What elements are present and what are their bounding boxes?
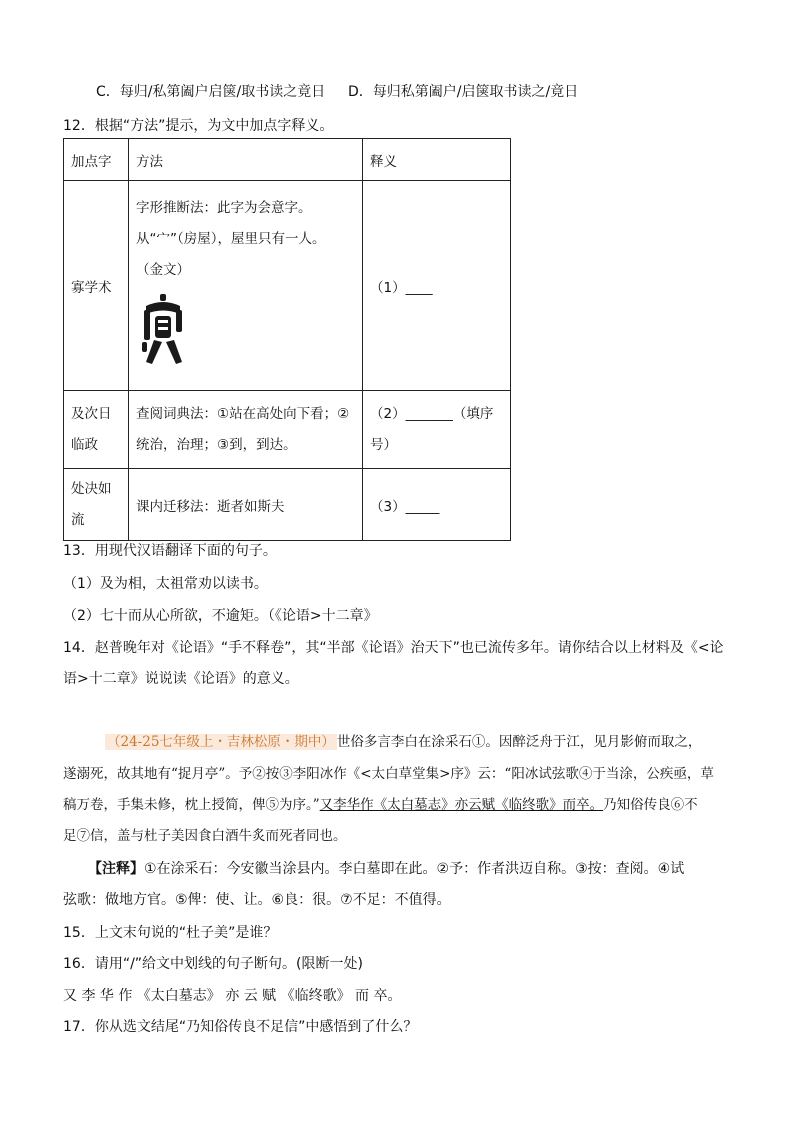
row3-word-line: 处决如: [71, 480, 112, 497]
q16-sentence: 又 李 华 作 《太白墓志》 亦 云 赋 《临终歌》 而 卒。: [63, 988, 402, 1004]
row2-method: [129, 391, 363, 469]
q16-stem: 16．请用“/”给文中划线的句子断句。(限断一处): [63, 956, 363, 972]
row2-answer: [363, 391, 511, 469]
passage-text: 世俗多言李白在涂采石①。因醉泛舟于江，见月影俯而取之，: [336, 734, 702, 750]
table-row: [64, 469, 511, 541]
table-header-row: [64, 139, 511, 181]
row1-method: [129, 181, 363, 391]
row1-method-line: 从“宀”（房屋），屋里只有一人。: [136, 231, 326, 247]
notes-line: [88, 859, 684, 879]
row2-word: [64, 391, 129, 469]
row2-answer-line: 号）: [370, 436, 397, 453]
q13-item: （1）及为相，太祖常劝以读书。: [63, 576, 268, 592]
bronze-script-character-icon: [140, 292, 186, 366]
row1-method-line: 字形推断法：此字为会意字。: [136, 200, 312, 216]
row1-method-line: （金文）: [136, 262, 190, 278]
notes-label: 【注释】: [88, 861, 144, 877]
row3-answer: （3）_____: [363, 469, 511, 541]
option-d: D．每归私第阖户/启箧取书读之/竟日: [348, 84, 579, 100]
row2-method-line: 查阅词典法：①站在高处向下看；②: [136, 405, 350, 422]
table-row: [64, 181, 511, 391]
passage-line: [63, 795, 698, 815]
q12-stem: 12．根据“方法”提示，为文中加点字释义。: [63, 118, 334, 134]
row2-word-line: 及次日: [71, 405, 112, 422]
q14-line: 语>十二章》说说读《论语》的意义。: [63, 671, 299, 687]
passage-text: 乃知俗传良⑥不: [603, 797, 698, 813]
source-tag: （24-25七年级上・吉林松原・期中）: [107, 734, 335, 750]
q14-line: 14．赵普晚年对《论语》“手不释卷”，其“半部《论语》治天下”也已流传多年。请你结合以上材料及《<论: [63, 640, 724, 656]
header-meaning: 释义: [363, 139, 511, 181]
option-c: C．每归/私第阖户启箧/取书读之竟日: [96, 84, 326, 100]
row3-word-line: 流: [71, 511, 85, 528]
passage-text: 稿万卷，手集未修，枕上授简，俾⑤为序。”: [63, 797, 320, 813]
table-row: [64, 391, 511, 469]
q13-stem: 13．用现代汉语翻译下面的句子。: [63, 543, 277, 559]
notes-text: ①在涂采石：今安徽当涂县内。李白墓即在此。②予：作者洪迈自称。③按：查阅。④试: [144, 861, 685, 877]
passage-line: [105, 732, 701, 752]
underlined-sentence: 又李华作《太白墓志》亦云赋《临终歌》而卒。: [319, 797, 604, 813]
row1-word: 寡学术: [64, 181, 129, 391]
q15-stem: 15．上文末句说的“杜子美”是谁？: [63, 925, 278, 941]
q13-item: （2）七十而从心所欲，不逾矩。（《论语>十二章》: [63, 608, 378, 624]
row3-word: [64, 469, 129, 541]
notes-line: 弦歌：做地方官。⑤俾：使、让。⑥良：很。⑦不足：不值得。: [63, 892, 451, 908]
row2-word-line: 临政: [71, 436, 98, 453]
header-word: 加点字: [64, 139, 129, 181]
row3-method: 课内迁移法：逝者如斯夫: [129, 469, 363, 541]
q17-stem: 17．你从选文结尾“乃知俗传良不足信”中感悟到了什么？: [63, 1019, 418, 1035]
header-method: 方法: [129, 139, 363, 181]
passage-line: 遂溺死，故其地有“捉月亭”。予②按③李阳冰作《<太白草堂集>序》云：“阳冰试弦歌④于当涂，公疾亟，草: [63, 766, 714, 782]
method-table: [63, 138, 511, 541]
row1-answer: （1）____: [363, 181, 511, 391]
row2-method-line: 统治，治理；③到，到达。: [136, 436, 297, 453]
row2-answer-line: （2）_______（填序: [370, 405, 494, 422]
passage-line: 足⑦信，盖与杜子美因食白酒牛炙而死者同也。: [63, 828, 347, 844]
